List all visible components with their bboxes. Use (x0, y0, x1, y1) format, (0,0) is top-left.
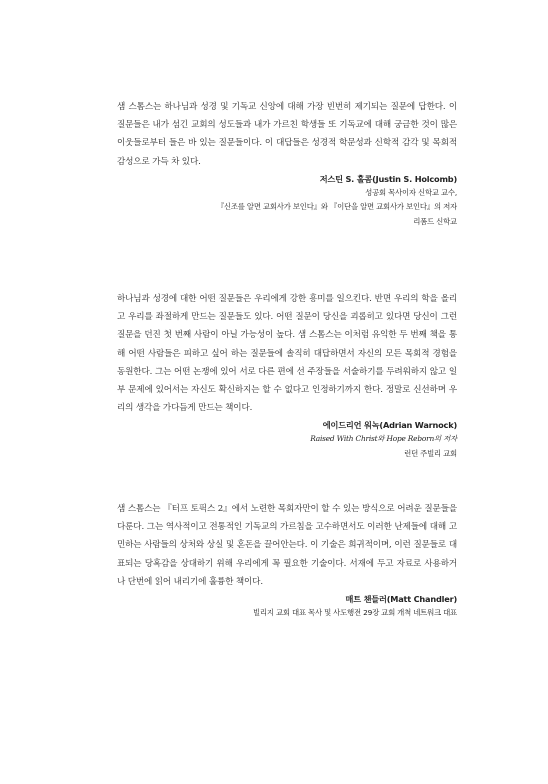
endorser-book-credential: Raised With Christ와 Hope Reborn의 저자 (310, 434, 457, 444)
endorser-credential: 빌리지 교회 대표 목사 및 사도행전 29장 교회 개척 네트워크 대표 (253, 608, 457, 618)
endorser-name: 에이드리언 워녹(Adrian Warnock) (322, 420, 457, 431)
endorsement-text: 샘 스톰스는 하나님과 성경 및 기독교 신앙에 대해 가장 빈번히 제기되는 질문에 답한다. 이 질문들은 내가 섬긴 교회의 성도들과 내가 가르친 학생들 또 기독교에 대해 궁금한 것이 많은 이웃들로부터 들은 바 있는 질문들이다. 이 대답들은 성경적 학문성과 신학적 감각 및 목회적 감성으로 가득 차 있다. (117, 102, 457, 167)
attribution (117, 172, 457, 230)
attribution (117, 418, 457, 461)
endorsement-3 (117, 500, 457, 621)
endorser-credential: 런던 주빌리 교회 (404, 448, 457, 458)
endorser-credential: 성공회 목사이자 신학교 교수, (365, 187, 457, 197)
endorsement-2 (117, 290, 457, 461)
endorsement-text: 샘 스톰스는 『터프 토픽스 2』에서 노련한 목회자만이 할 수 있는 방식으로 어려운 질문들을 다룬다. 그는 역사적이고 전통적인 기독교의 가르침을 고수하면서도 이러한 난제들에 대해 고민하는 사람들의 상처와 상실 및 혼돈을 끌어안는다. 이 기술은 희귀적이며, 이런 질문들로 대표되는 당혹감을 상대하기 위해 우리에게 꼭 필요한 기술이다. 서재에 두고 자료로 사용하거나 단번에 읽어 내리기에 훌륭한 책이다. (117, 504, 457, 587)
endorser-credential: 『신조를 알면 교회사가 보인다』와 『이단을 알면 교회사가 보인다』의 저자 (216, 202, 457, 212)
endorser-credential: 리폼드 신학교 (413, 216, 457, 226)
attribution (117, 592, 457, 621)
endorsement-text: 하나님과 성경에 대한 어떤 질문들은 우리에게 강한 흥미를 일으킨다. 반면 우리의 학을 올리고 우리를 좌절하게 만드는 질문들도 있다. 어떤 질문이 당신을 괴롭히고 있다면 당신이 그런 질문을 던진 첫 번째 사람이 아닐 가능성이 높다. 샘 스톰스는 이처럼 유익한 두 번째 책을 통해 어떤 사람들은 피하고 싶어 하는 질문들에 솔직히 대답하면서 자신의 모든 목회적 경험을 동원한다. 그는 어떤 논쟁에 있어 서로 다른 편에 선 주장들을 서술하기를 두려워하지 않고 일부 문제에 있어서는 자신도 확신하지는 할 수 없다고 인정하기까지 한다. 정말로 신선하며 우리의 생각을 가다듬게 만드는 책이다. (117, 294, 457, 414)
endorser-name: 매트 챈들러(Matt Chandler) (345, 594, 457, 605)
endorser-name: 저스틴 S. 홀콤(Justin S. Holcomb) (319, 173, 457, 184)
endorsement-1 (117, 98, 457, 229)
